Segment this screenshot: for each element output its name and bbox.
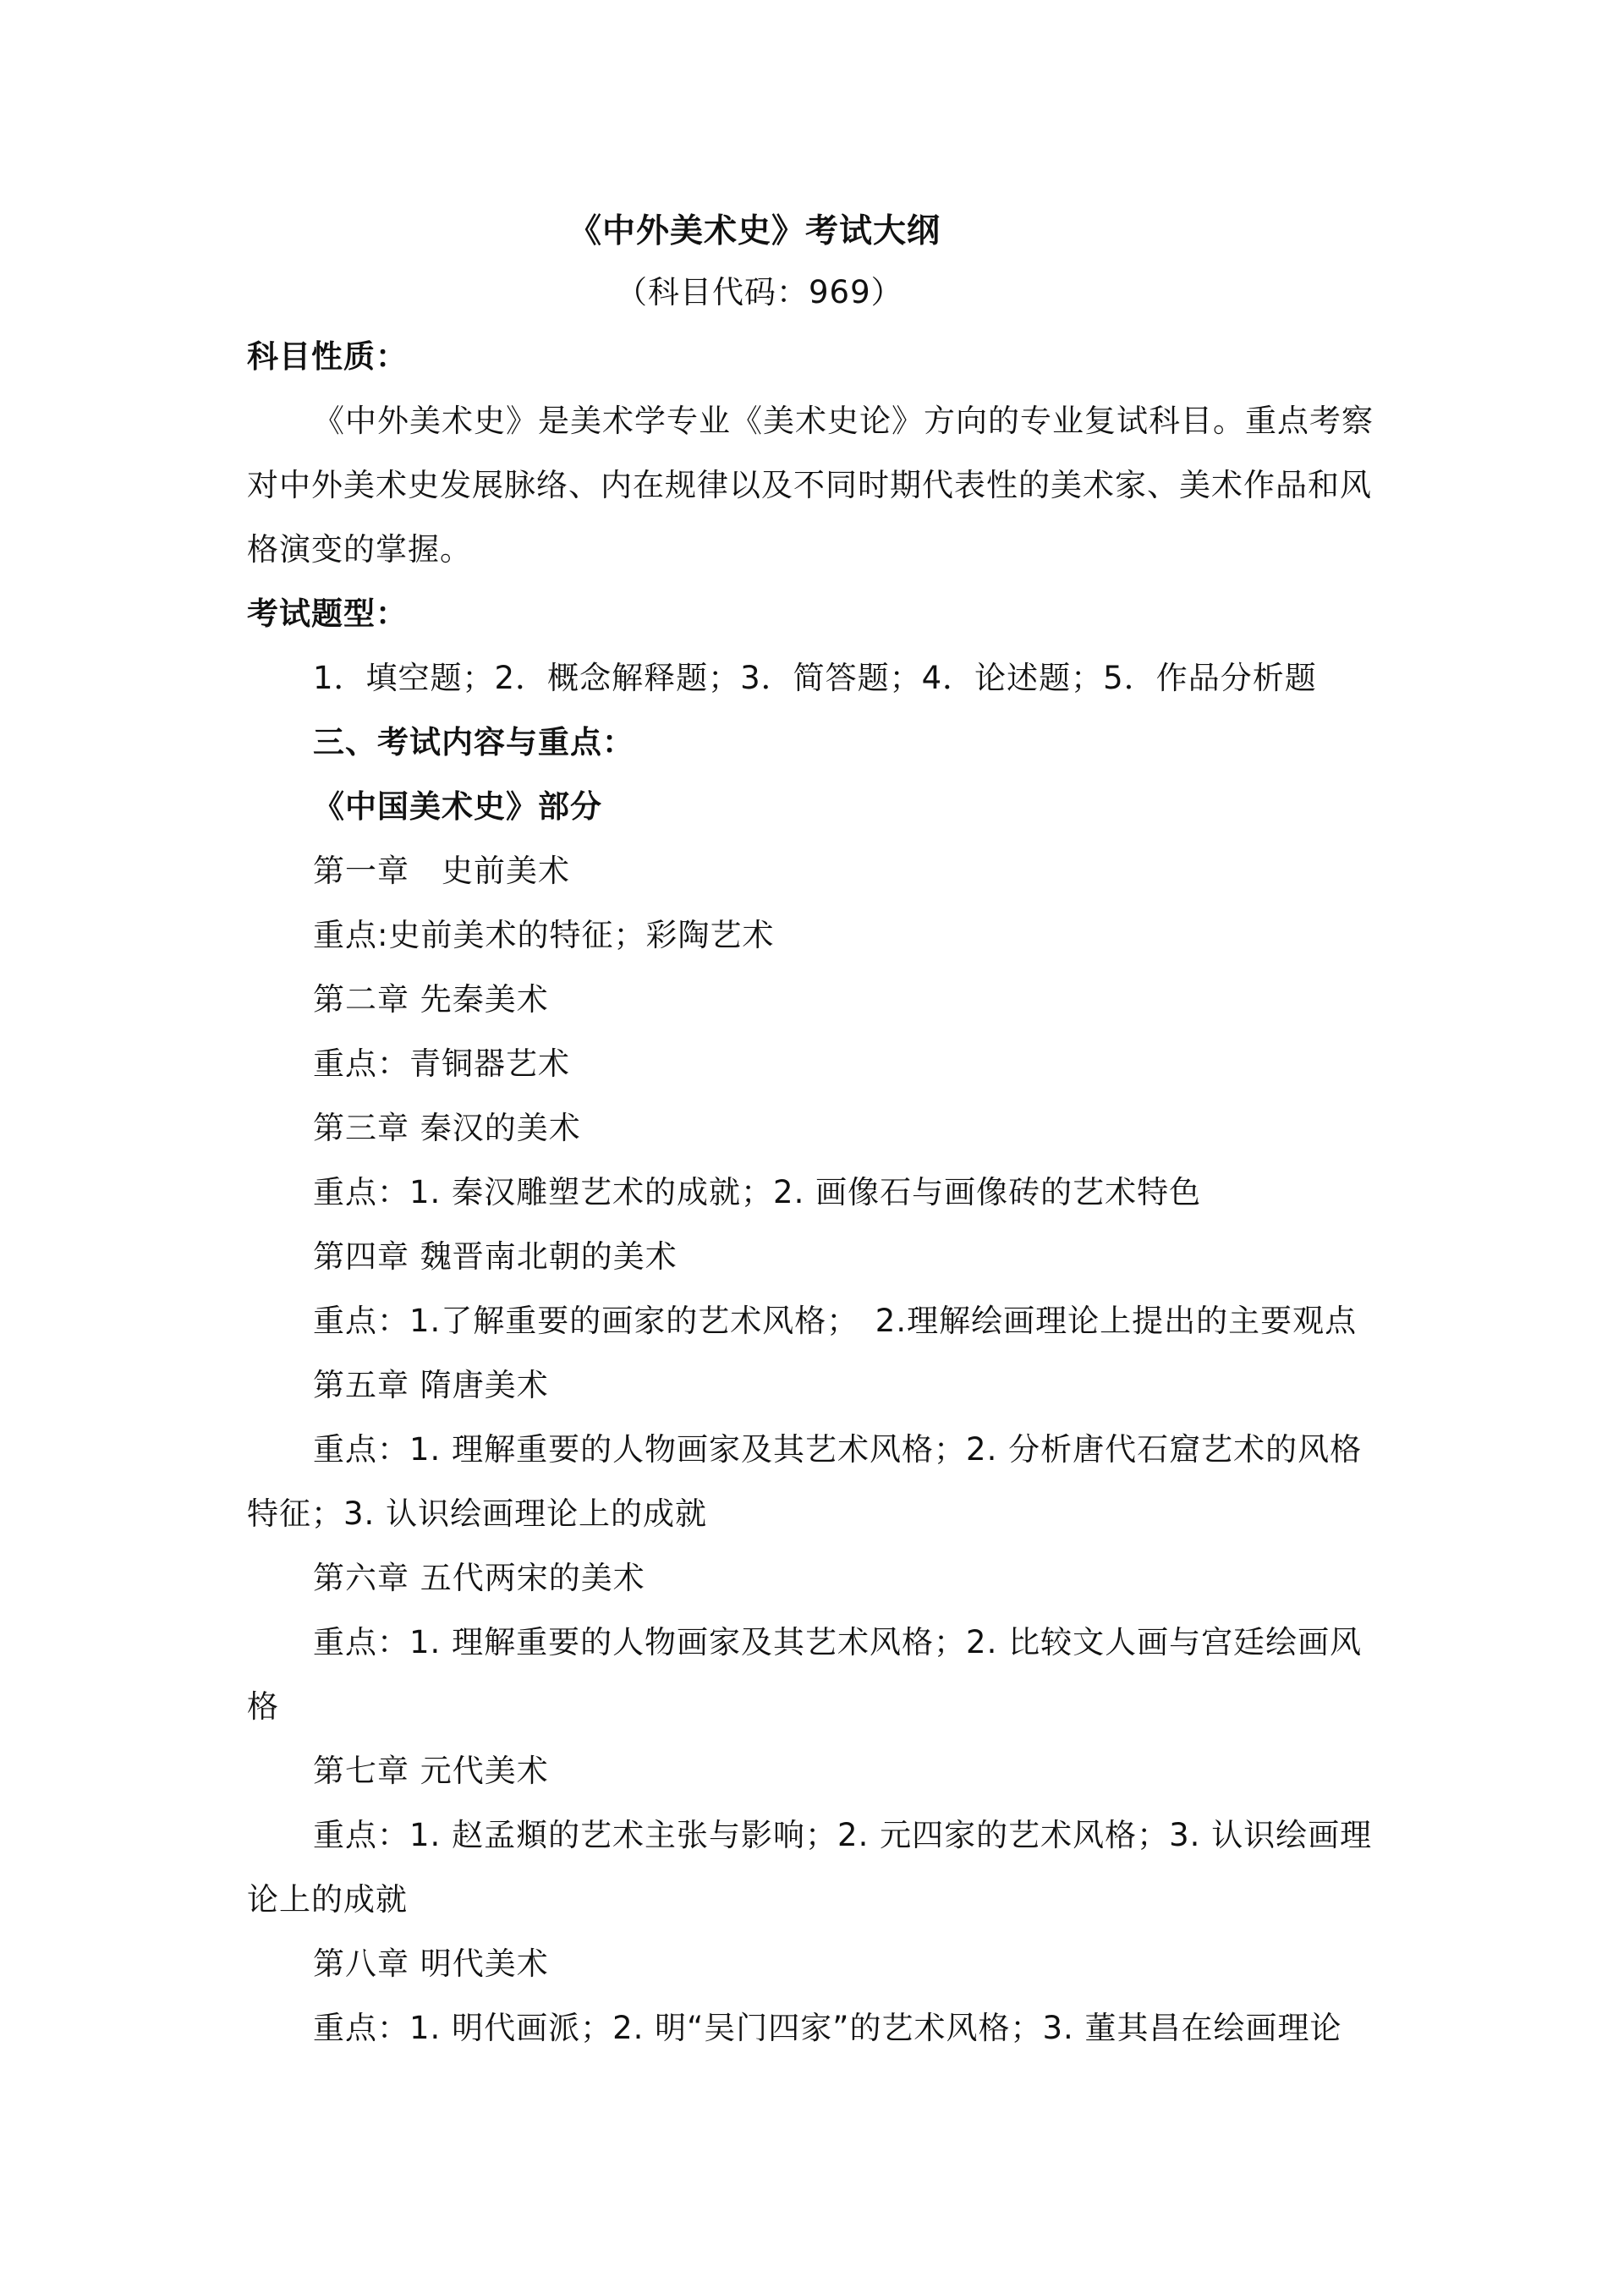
chapter-2-title: 第二章 先秦美术 <box>313 981 549 1018</box>
types-items: 1．填空题；2．概念解释题；3．简答题；4．论述题；5．作品分析题 <box>313 660 1317 696</box>
chapter-6-focus-line-2: 格 <box>247 1688 279 1725</box>
chapter-5-focus-line-1: 重点：1. 理解重要的人物画家及其艺术风格；2. 分析唐代石窟艺术的风格 <box>313 1431 1363 1468</box>
chapter-8-title: 第八章 明代美术 <box>313 1946 549 1982</box>
chapter-7-title: 第七章 元代美术 <box>313 1753 549 1789</box>
chapter-3-focus: 重点：1. 秦汉雕塑艺术的成就；2. 画像石与画像砖的艺术特色 <box>313 1174 1202 1210</box>
chapter-3-title: 第三章 秦汉的美术 <box>313 1110 581 1146</box>
chapter-5-title: 第五章 隋唐美术 <box>313 1367 549 1403</box>
nature-line-3: 格演变的掌握。 <box>247 531 472 568</box>
subject-code: （科目代码：969） <box>616 274 903 310</box>
chapter-7-focus-line-1: 重点：1. 赵孟頫的艺术主张与影响；2. 元四家的艺术风格；3. 认识绘画理 <box>313 1817 1373 1853</box>
chapter-5-focus-line-2: 特征；3. 认识绘画理论上的成就 <box>247 1495 708 1532</box>
chapter-1-focus: 重点:史前美术的特征；彩陶艺术 <box>313 917 775 953</box>
chapter-7-focus-line-2: 论上的成就 <box>247 1881 408 1918</box>
part-heading: 《中国美术史》部分 <box>313 788 602 825</box>
document-title: 《中外美术史》考试大纲 <box>568 212 941 250</box>
chapter-8-focus: 重点：1. 明代画派；2. 明“吴门四家”的艺术风格；3. 董其昌在绘画理论 <box>313 2010 1342 2046</box>
types-heading: 考试题型： <box>247 595 408 632</box>
chapter-2-focus: 重点：青铜器艺术 <box>313 1045 570 1082</box>
chapter-6-title: 第六章 五代两宋的美术 <box>313 1560 645 1596</box>
nature-heading: 科目性质： <box>247 338 408 375</box>
chapter-4-focus: 重点：1.了解重要的画家的艺术风格； 2.理解绘画理论上提出的主要观点 <box>313 1303 1358 1339</box>
content-heading: 三、考试内容与重点： <box>313 724 634 760</box>
nature-line-1: 《中外美术史》是美术学专业《美术史论》方向的专业复试科目。重点考察 <box>313 403 1374 439</box>
chapter-6-focus-line-1: 重点：1. 理解重要的人物画家及其艺术风格；2. 比较文人画与宫廷绘画风 <box>313 1624 1363 1660</box>
nature-line-2: 对中外美术史发展脉络、内在规律以及不同时期代表性的美术家、美术作品和风 <box>247 467 1372 503</box>
chapter-4-title: 第四章 魏晋南北朝的美术 <box>313 1238 678 1275</box>
chapter-1-title: 第一章 史前美术 <box>313 853 570 889</box>
